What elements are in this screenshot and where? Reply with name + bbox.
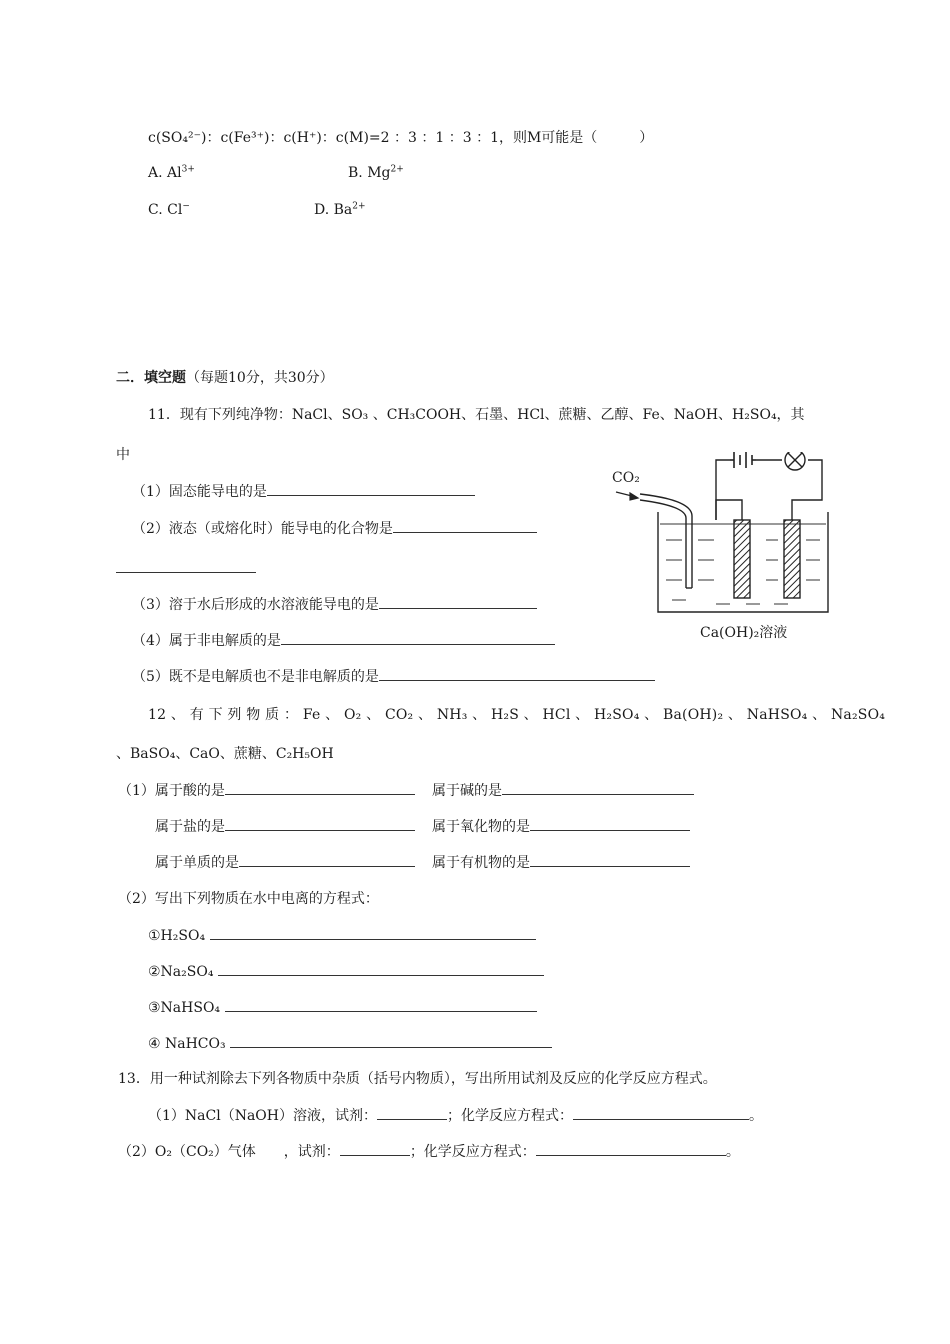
- q13-part-1: （1）NaCl（NaOH）溶液，试剂： ；化学反应方程式： 。: [148, 1105, 763, 1126]
- answer-blank[interactable]: [225, 997, 537, 1012]
- q12-element: 属于单质的是: [155, 852, 415, 873]
- answer-blank[interactable]: [377, 1105, 447, 1120]
- q13-part-2: （2）O₂（CO₂）气体 ，试剂： ；化学反应方程式： 。: [118, 1141, 740, 1162]
- q11-part-2: （2）液态（或熔化时）能导电的化合物是: [132, 518, 537, 539]
- q12-eq-3: ③NaHSO₄: [148, 997, 537, 1018]
- answer-blank[interactable]: [239, 852, 415, 867]
- q11-part-5: （5）既不是电解质也不是非电解质的是: [132, 666, 655, 687]
- q10-option-d: D. $Ba^{2+}$: [314, 201, 366, 218]
- answer-blank[interactable]: [225, 780, 415, 795]
- lamp-icon: [785, 452, 805, 470]
- q12-stem-cont: 、BaSO₄、CaO、蔗糖、C₂H₅OH: [116, 746, 334, 762]
- diagram-caption: Ca(OH)₂溶液: [700, 625, 788, 641]
- q10-option-c: C. Cl−: [148, 201, 190, 218]
- q11-part-4: （4）属于非电解质的是: [132, 630, 555, 651]
- q12-eq-2: ②Na₂SO₄: [148, 961, 544, 982]
- q12-salt: 属于盐的是: [155, 816, 415, 837]
- answer-blank[interactable]: [116, 558, 256, 573]
- answer-blank[interactable]: [573, 1105, 749, 1120]
- q11-part-3: （3）溶于水后形成的水溶液能导电的是: [132, 594, 537, 615]
- q12-base: 属于碱的是: [432, 780, 694, 801]
- q13-stem: 13．用一种试剂除去下列各物质中杂质（括号内物质），写出所用试剂及反应的化学反应方程式。: [118, 1071, 717, 1087]
- electrode-left: [734, 520, 750, 598]
- answer-blank[interactable]: [281, 630, 555, 645]
- q11-part-2-cont: [116, 558, 256, 579]
- q12-oxide: 属于氧化物的是: [432, 816, 690, 837]
- electrode-right: [784, 520, 800, 598]
- answer-blank[interactable]: [210, 925, 536, 940]
- answer-blank[interactable]: [267, 481, 475, 496]
- q12-organic: 属于有机物的是: [432, 852, 690, 873]
- battery-icon: [730, 452, 756, 468]
- gas-tube: [640, 494, 692, 588]
- answer-blank[interactable]: [230, 1033, 552, 1048]
- q12-stem: 12 、 有 下 列 物 质 ： Fe 、 O₂ 、 CO₂ 、 NH₃ 、 H₂S 、 HCl 、 H₂SO₄ 、 Ba(OH)₂ 、 NaHSO₄ 、 Na₂SO₄: [148, 707, 886, 723]
- q12-part-2: （2）写出下列物质在水中电离的方程式：: [118, 891, 379, 907]
- q12-eq-4: ④ NaHCO₃: [148, 1033, 552, 1054]
- answer-blank[interactable]: [225, 816, 415, 831]
- answer-blank[interactable]: [218, 961, 544, 976]
- answer-blank[interactable]: [530, 852, 690, 867]
- answer-blank[interactable]: [340, 1141, 410, 1156]
- q11-stem-cont: 中: [116, 447, 130, 463]
- answer-blank[interactable]: [536, 1141, 726, 1156]
- gas-label: CO₂: [612, 470, 640, 486]
- q12-eq-1: ①H₂SO₄: [148, 925, 536, 946]
- section-title: 二．填空题（每题10分，共30分）: [116, 370, 334, 386]
- q10-option-a: A. $Al^{3+}$: [148, 164, 195, 181]
- q10-stem: c(SO₄²⁻)：c(Fe³⁺)：c(H⁺)：c(M)=2 ：3 ：1 ：3 ：1，则M可能是（ ）: [148, 130, 654, 146]
- q11-part-1: （1）固态能导电的是: [132, 481, 475, 502]
- answer-blank[interactable]: [502, 780, 694, 795]
- q12-acid: （1）属于酸的是: [118, 780, 415, 801]
- answer-blank[interactable]: [530, 816, 690, 831]
- answer-blank[interactable]: [379, 666, 655, 681]
- q10-option-b: B. $Mg^{2+}$: [348, 164, 404, 181]
- arrow-icon: [616, 492, 638, 500]
- answer-blank[interactable]: [379, 594, 537, 609]
- q11-stem: 11．现有下列纯净物：NaCl、SO₃ 、CH₃COOH、石墨、HCl、蔗糖、乙醇、Fe、NaOH、H₂SO₄，其: [148, 407, 805, 423]
- answer-blank[interactable]: [393, 518, 537, 533]
